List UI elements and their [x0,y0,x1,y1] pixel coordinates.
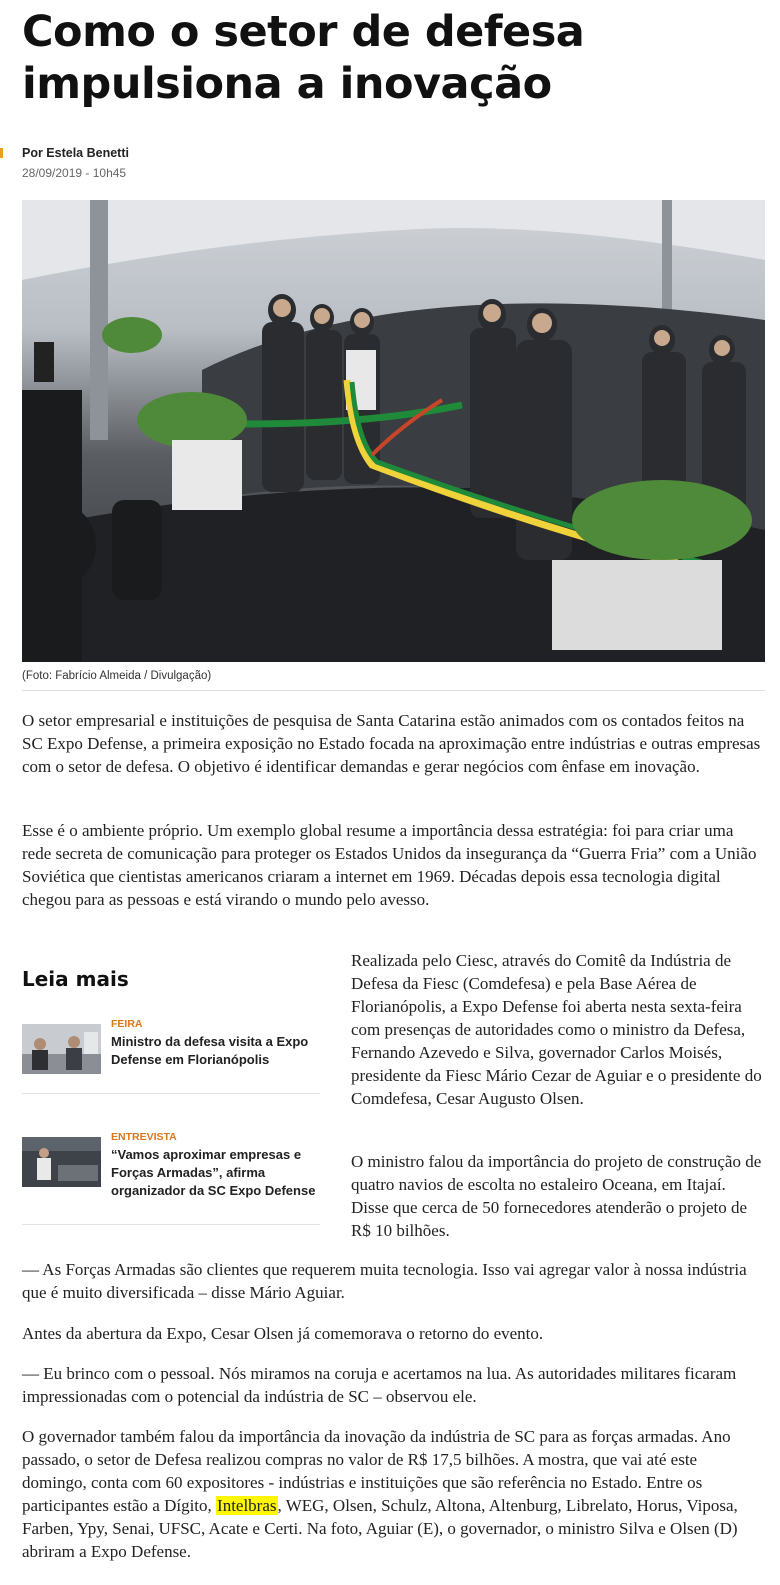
paragraph-8-text-b: , WEG, Olsen, Schulz, Altona, Altenburg, Librelato, Horus, Viposa, Farben, Ypy, Senai, UFSC, Acate e Certi. Na foto, Aguiar (E), o governador, o ministro Silva e Olsen (D) abriram a Expo Defense. [22,1496,738,1561]
paragraph-1: O setor empresarial e instituições de pesquisa de Santa Catarina estão animados com os contados feitos na SC Expo Defense, a primeira exposição no Estado focada na aproximação entre indústrias e outras empresas com o setor de defesa. O objetivo é identificar demandas e gerar negócios com ênfase em inovação. [22,711,761,776]
article-headline: Como o setor de defesa impulsiona a inovação [22,7,585,109]
related-article-1[interactable] [22,1018,320,1098]
article-photo [22,200,765,662]
paragraph-6: Antes da abertura da Expo, Cesar Olsen já comemorava o retorno do evento. [22,1324,544,1343]
paragraph-8 [22,1425,762,1563]
paragraph-5: — As Forças Armadas são clientes que requerem muita tecnologia. Isso vai agregar valor à nossa indústria que é muito diversificada – disse Mário Aguiar. [22,1260,747,1302]
related-link-1[interactable]: Ministro da defesa visita a Expo Defense em Florianópolis [111,1034,309,1067]
related-link-2[interactable]: “Vamos aproximar empresas e Forças Armadas”, afirma organizador da SC Expo Defense [111,1147,316,1198]
related-thumbnail-1[interactable] [22,1024,101,1074]
article-date: 28/09/2019 - 10h45 [22,166,127,180]
related-article-2[interactable] [22,1131,320,1226]
side-accent-mark [0,148,3,158]
paragraph-3: Realizada pelo Ciesc, através do Comitê da Indústria de Defesa da Fiesc (Comdefesa) e pela Base Aérea de Florianópolis, a Expo Defense foi aberta nesta sexta-feira com presenças de autoridades como o ministro da Defesa, Fernando Azevedo e Silva, governador Carlos Moisés, presidente da Fiesc Mário Cezar de Aguiar e o presidente do Comdefesa, Cesar Augusto Olsen. [351,951,762,1108]
paragraph-8-text-a: O governador também falou da importância da inovação da indústria de SC para as forças armadas. Ano passado, o setor de Defesa realizou compras no valor de R$ 17,5 bilhões. A mostra, que vai até este domingo, conta com 60 expositores - indústrias e instituições que são referência no Estado. Entre os participantes estão a Dígito, [22,1427,731,1515]
highlighted-company: Intelbras [217,1496,277,1515]
paragraph-4: O ministro falou da importância do projeto de construção de quatro navios de escolta no estaleiro Oceana, em Itajaí. Disse que cerca de 50 fornecedores atenderão o projeto de R$ 10 bilhões. [351,1152,762,1240]
related-divider-2 [22,1224,320,1225]
leia-mais-title: Leia mais [22,967,129,991]
paragraph-7: — Eu brinco com o pessoal. Nós miramos na coruja e acertamos na lua. As autoridades militares ficaram impressionadas com o potencial da indústria de SC – observou ele. [22,1364,737,1406]
photo-illustration [22,200,765,662]
article-byline[interactable]: Por Estela Benetti [22,146,129,160]
paragraph-2: Esse é o ambiente próprio. Um exemplo global resume a importância dessa estratégia: foi para criar uma rede secreta de comunicação para proteger os Estados Unidos da insegurança da “Guerra Fria” com a União Soviética que cientistas americanos criaram a internet em 1969. Décadas depois essa tecnologia digital chegou para as pessoas e está virando o mundo pelo avesso. [22,821,757,909]
related-tag-2: ENTREVISTA [111,1131,177,1143]
related-divider-1 [22,1093,320,1094]
related-tag-1: FEIRA [111,1018,143,1030]
photo-caption: (Foto: Fabrício Almeida / Divulgação) [22,670,212,682]
related-thumbnail-2[interactable] [22,1137,101,1187]
caption-divider [22,690,765,691]
